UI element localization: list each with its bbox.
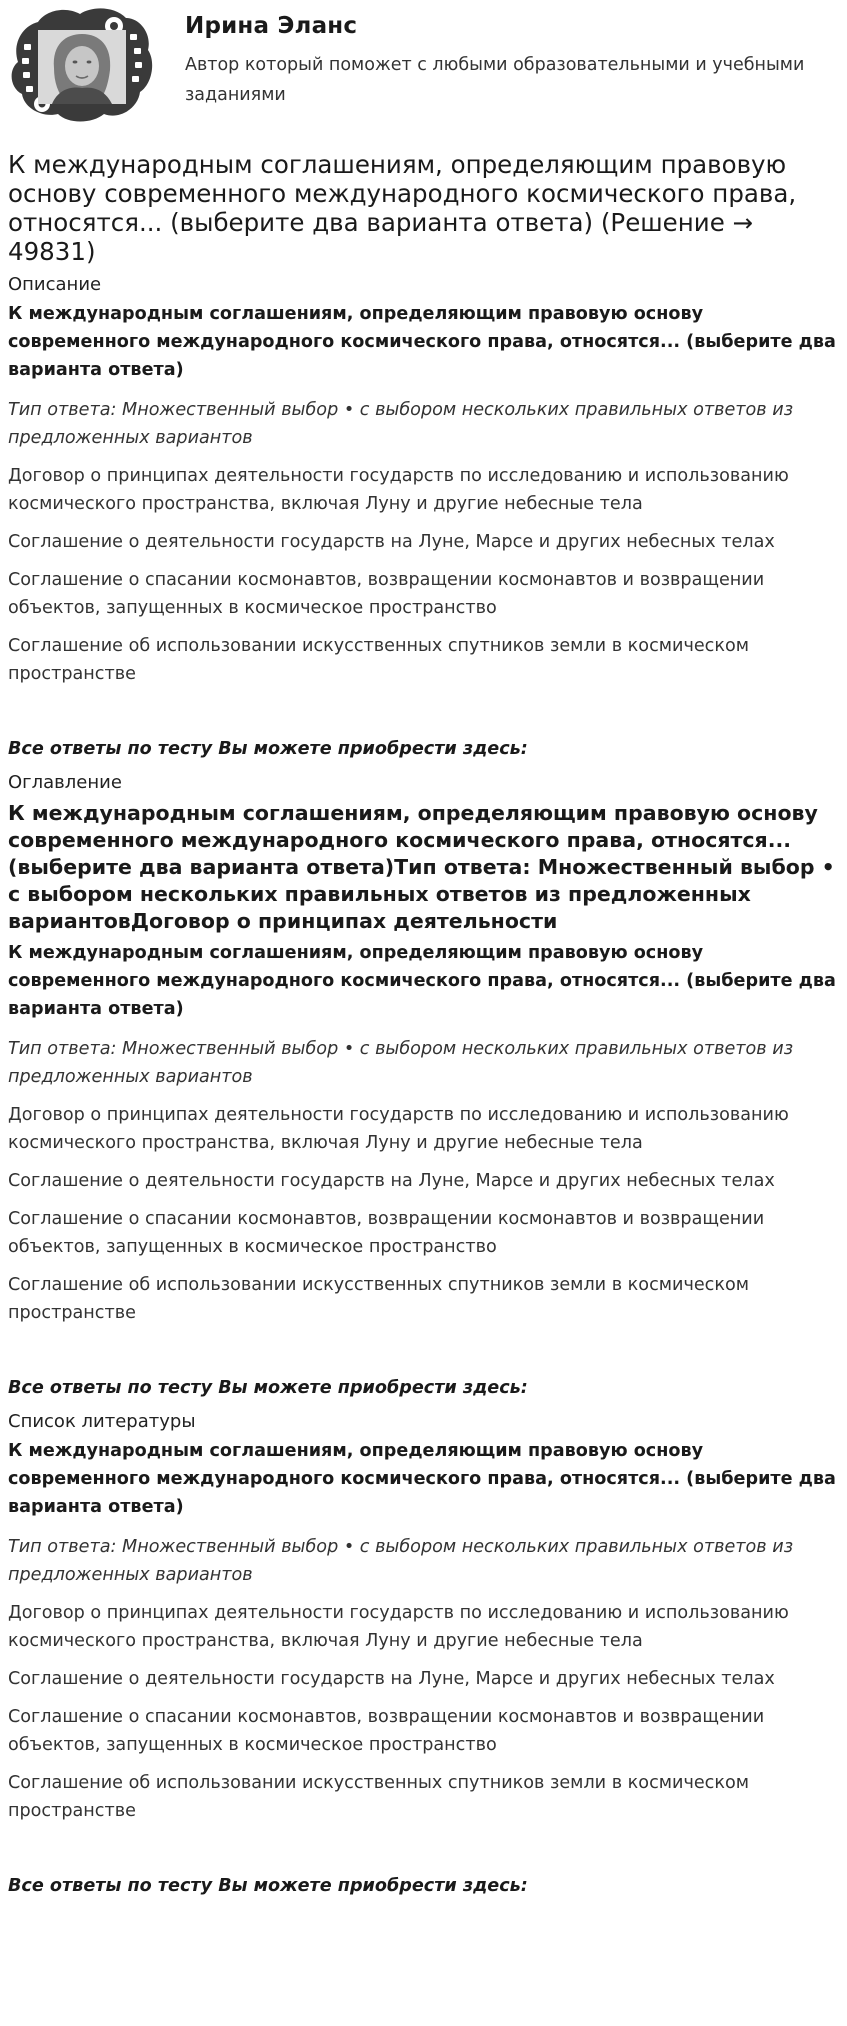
answer-option: Соглашение об использовании искусственных спутников земли в космическом пространстве <box>8 1773 749 1821</box>
section-label: Описание <box>8 274 102 295</box>
question-title: К международным соглашениям, определяющим правовую основу современного международного космического права, относятся... (выберите два варианта ответа) <box>8 943 836 1019</box>
answer-option: Соглашение об использовании искусственных спутников земли в космическом пространстве <box>8 1275 749 1323</box>
answer-type: Тип ответа: Множественный выбор • с выбором нескольких правильных ответов из предложенных вариантов <box>8 1039 794 1087</box>
answer-option: Договор о принципах деятельности государств по исследованию и использованию космического пространства, включая Луну и другие небесные тела <box>8 466 789 514</box>
question-title: К международным соглашениям, определяющим правовую основу современного международного космического права, относятся... (выберите два варианта ответа) <box>8 304 836 380</box>
answer-option: Соглашение о деятельности государств на Луне, Марсе и других небесных телах <box>8 532 775 552</box>
answer-option: Соглашение о деятельности государств на Луне, Марсе и других небесных телах <box>8 1669 775 1689</box>
section-label: Оглавление <box>8 772 122 793</box>
answer-type: Тип ответа: Множественный выбор • с выбором нескольких правильных ответов из предложенных вариантов <box>8 400 794 448</box>
section-references <box>8 1411 838 1899</box>
buy-note: Все ответы по тесту Вы можете приобрести здесь: <box>8 1378 528 1398</box>
author-block <box>8 0 838 142</box>
section-description <box>8 274 838 762</box>
buy-note: Все ответы по тесту Вы можете приобрести здесь: <box>8 1876 528 1896</box>
question-title: К международным соглашениям, определяющим правовую основу современного международного космического права, относятся... (выберите два варианта ответа) <box>8 1441 836 1517</box>
buy-note: Все ответы по тесту Вы можете приобрести здесь: <box>8 739 528 759</box>
answer-type: Тип ответа: Множественный выбор • с выбором нескольких правильных ответов из предложенных вариантов <box>8 1537 794 1585</box>
page <box>8 0 838 1899</box>
answer-option: Соглашение о спасании космонавтов, возвращении космонавтов и возвращении объектов, запущенных в космическое пространство <box>8 570 765 618</box>
answer-option: Договор о принципах деятельности государств по исследованию и использованию космического пространства, включая Луну и другие небесные тела <box>8 1603 789 1651</box>
answer-option: Соглашение об использовании искусственных спутников земли в космическом пространстве <box>8 636 749 684</box>
author-avatar[interactable] <box>8 4 156 124</box>
author-name[interactable]: Ирина Эланс <box>185 13 358 39</box>
answer-option: Договор о принципах деятельности государств по исследованию и использованию космического пространства, включая Луну и другие небесные тела <box>8 1105 789 1153</box>
section-label: Список литературы <box>8 1411 196 1432</box>
author-description: Автор который поможет с любыми образовательными и учебными заданиями <box>185 55 805 105</box>
page-title: К международным соглашениям, определяющим правовую основу современного международного космического права, относятся... (выберите два варианта ответа) (Решение → 49831) <box>8 150 797 266</box>
section-contents <box>8 772 838 1401</box>
contents-heading: К международным соглашениям, определяющим правовую основу современного международного космического права, относятся... (выберите два варианта ответа)Тип ответа: Множественный выбор • с выбором нескольких правильных ответов из предложенных вариантовДоговор о принципах деятельности <box>8 801 835 933</box>
answer-option: Соглашение о спасании космонавтов, возвращении космонавтов и возвращении объектов, запущенных в космическое пространство <box>8 1707 765 1755</box>
answer-option: Соглашение о деятельности государств на Луне, Марсе и других небесных телах <box>8 1171 775 1191</box>
answer-option: Соглашение о спасании космонавтов, возвращении космонавтов и возвращении объектов, запущенных в космическое пространство <box>8 1209 765 1257</box>
